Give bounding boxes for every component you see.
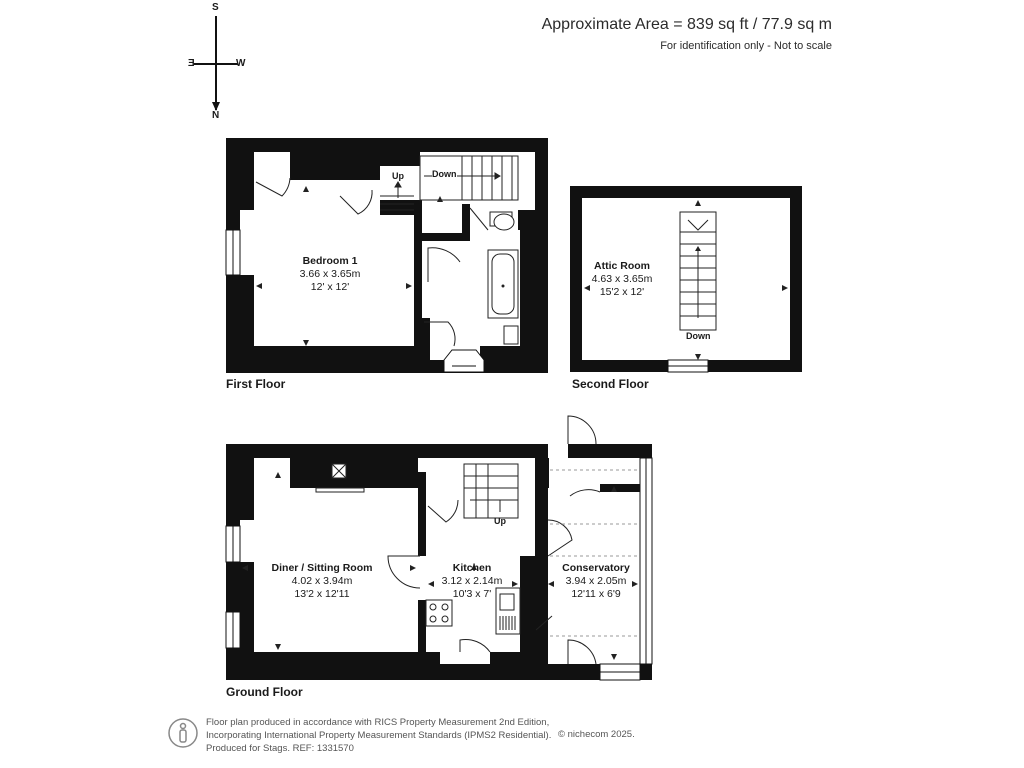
room-name: Diner / Sitting Room [271, 562, 373, 574]
room-metric: 3.94 x 2.05m [565, 575, 627, 587]
room-metric: 4.02 x 3.94m [291, 575, 353, 587]
compass-right-label: W [236, 58, 246, 69]
room-name: Attic Room [594, 260, 650, 272]
room-kitchen [430, 562, 514, 601]
compass-top-label: S [212, 2, 219, 13]
footer-disclaimer [206, 716, 551, 755]
room-imperial: 13'2 x 12'11 [294, 588, 350, 600]
room-bedroom-1 [280, 255, 380, 294]
room-name: Bedroom 1 [302, 255, 358, 267]
approximate-area-title: Approximate Area = 839 sq ft / 77.9 sq m [541, 16, 832, 33]
footer-line-1: Floor plan produced in accordance with RICS Property Measurement 2nd Edition, [206, 717, 550, 728]
footer-line-2: Incorporating International Property Measurement Standards (IPMS2 Residential). [206, 730, 552, 741]
room-attic [590, 260, 654, 299]
room-conservatory [558, 562, 634, 601]
second-floor-label: Second Floor [572, 377, 649, 391]
first-floor-label: First Floor [226, 377, 286, 391]
room-name: Conservatory [562, 562, 630, 574]
compass-left-label: E [188, 58, 195, 69]
room-imperial: 10'3 x 7' [452, 588, 492, 600]
stairs-up-label-first: Up [392, 171, 404, 181]
room-imperial: 15'2 x 12' [599, 286, 645, 298]
stairs-down-label-attic: Down [686, 331, 711, 341]
footer-line-3: Produced for Stags. REF: 1331570 [206, 743, 354, 754]
first-floor-plan [226, 138, 548, 373]
ipms-person-icon [167, 717, 199, 749]
scale-disclaimer: For identification only - Not to scale [660, 40, 832, 52]
stairs-up-label-ground: Up [494, 516, 506, 526]
room-imperial: 12'11 x 6'9 [571, 588, 621, 600]
room-metric: 4.63 x 3.65m [591, 273, 653, 285]
room-diner-sitting [262, 562, 382, 601]
ground-floor-label: Ground Floor [226, 685, 303, 699]
stairs-down-label-first: Down [432, 169, 457, 179]
room-name: Kitchen [452, 562, 492, 574]
nichecom-brand: © nichecom 2025. [558, 729, 635, 740]
room-metric: 3.66 x 3.65m [299, 268, 361, 280]
ground-floor-plan [226, 416, 652, 680]
room-imperial: 12' x 12' [310, 281, 350, 293]
compass-bottom-label: N [212, 110, 220, 121]
room-metric: 3.12 x 2.14m [441, 575, 503, 587]
